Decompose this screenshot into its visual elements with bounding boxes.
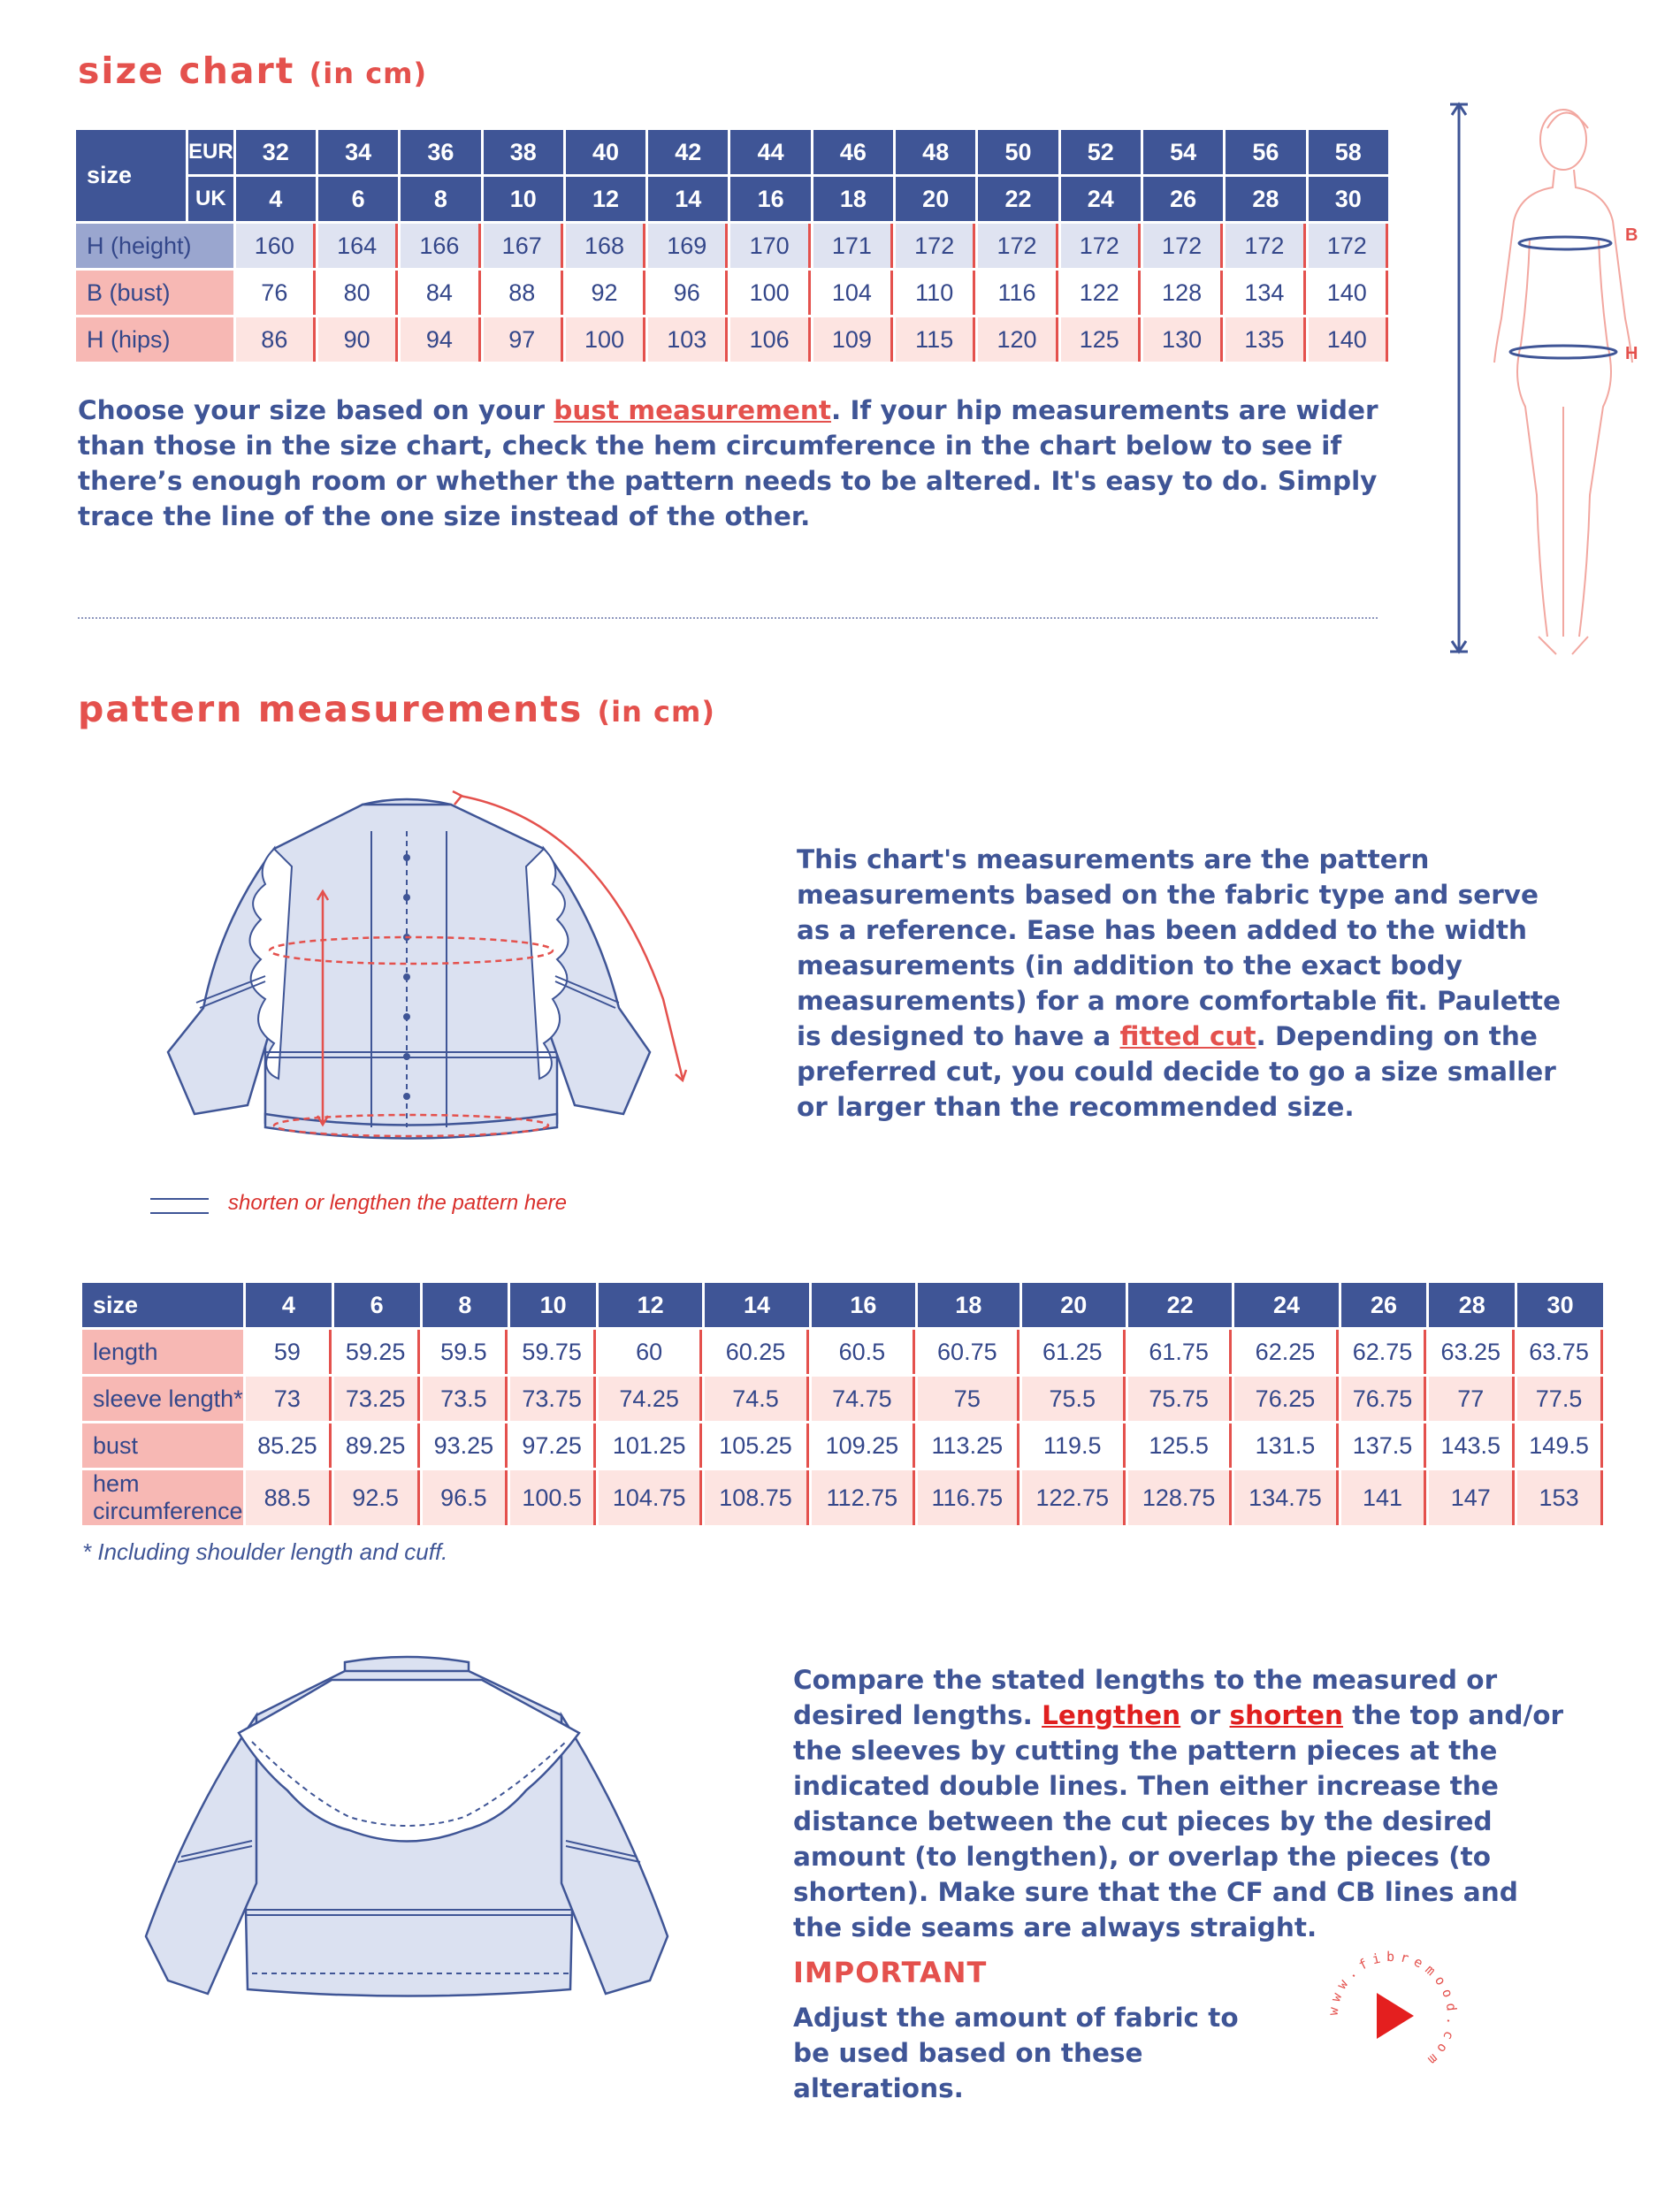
size-chart-cell: 100	[730, 271, 810, 315]
size-chart-cell: 94	[401, 317, 480, 362]
pattern-row	[82, 1377, 1603, 1421]
pattern-cell: 153	[1517, 1470, 1603, 1525]
pattern-cell: 75.5	[1022, 1377, 1126, 1421]
pattern-size-cell: 8	[423, 1283, 508, 1327]
divider	[78, 617, 1378, 619]
size-chart-uk-cell: 22	[978, 177, 1058, 221]
pattern-cell: 100.5	[510, 1470, 596, 1525]
bust-measure-line	[1519, 237, 1611, 249]
size-chart-cell: 171	[813, 224, 893, 268]
size-chart-title-text: size chart	[78, 50, 295, 92]
pattern-description	[797, 842, 1566, 1125]
pattern-cell: 88.5	[246, 1470, 332, 1525]
logo-ring-text: www.fibremood.com	[1325, 1948, 1461, 2072]
pattern-cell: 60.75	[918, 1330, 1019, 1374]
important-text: Adjust the amount of fabric to be used based on these alterations.	[793, 2003, 1239, 2103]
size-chart-cell: 172	[1226, 224, 1305, 268]
size-chart-eur-cell: 34	[318, 130, 398, 174]
size-chart-cell: 103	[648, 317, 728, 362]
size-chart-cell: 125	[1061, 317, 1141, 362]
pattern-cell: 62.75	[1341, 1330, 1427, 1374]
fibremood-logo[interactable]	[1322, 1945, 1463, 2087]
size-chart-cell: 170	[730, 224, 810, 268]
size-chart-cell: 106	[730, 317, 810, 362]
size-chart-uk-cell: 28	[1226, 177, 1305, 221]
pattern-cell: 75	[918, 1377, 1019, 1421]
pattern-measurements-table	[80, 1280, 1606, 1528]
pattern-cell: 73.5	[423, 1377, 508, 1421]
size-chart-uk-cell: 24	[1061, 177, 1141, 221]
size-chart-unit: (in cm)	[309, 57, 428, 90]
pattern-cell: 85.25	[246, 1423, 332, 1468]
pattern-cell: 59.75	[510, 1330, 596, 1374]
pattern-size-cell: 28	[1429, 1283, 1515, 1327]
pattern-header-row	[82, 1283, 1603, 1327]
pattern-cell: 61.75	[1128, 1330, 1232, 1374]
pattern-cell: 149.5	[1517, 1423, 1603, 1468]
size-chart-cell: 166	[401, 224, 480, 268]
pattern-cell: 92.5	[334, 1470, 420, 1525]
pattern-row-label: length	[82, 1330, 243, 1374]
pattern-cell: 63.25	[1429, 1330, 1515, 1374]
size-chart-cell: 76	[236, 271, 316, 315]
size-chart-uk-cell: 20	[896, 177, 975, 221]
pattern-title	[78, 688, 715, 730]
size-chart-eur-cell: 40	[566, 130, 645, 174]
pattern-cell: 112.75	[812, 1470, 915, 1525]
pattern-cell: 60.25	[705, 1330, 808, 1374]
size-chart-eur-cell: 44	[730, 130, 810, 174]
hip-measure-line	[1510, 346, 1616, 358]
size-chart-table	[73, 127, 1391, 364]
size-chart-uk-label: UK	[188, 177, 233, 221]
size-chart-cell: 172	[896, 224, 975, 268]
pattern-size-cell: 12	[599, 1283, 702, 1327]
body-figure-illustration	[1415, 88, 1645, 663]
size-chart-eur-cell: 52	[1061, 130, 1141, 174]
label-h: H	[1625, 344, 1638, 363]
pattern-cell: 105.25	[705, 1423, 808, 1468]
size-chart-cell: 80	[318, 271, 398, 315]
size-chart-cell: 97	[484, 317, 563, 362]
pattern-cell: 131.5	[1234, 1423, 1338, 1468]
size-chart-uk-cell: 6	[318, 177, 398, 221]
pattern-cell: 125.5	[1128, 1423, 1232, 1468]
pattern-cell: 128.75	[1128, 1470, 1232, 1525]
pattern-cell: 76.25	[1234, 1377, 1338, 1421]
size-chart-uk-cell: 12	[566, 177, 645, 221]
pattern-cell: 62.25	[1234, 1330, 1338, 1374]
pattern-row-label: bust	[82, 1423, 243, 1468]
size-chart-cell: 115	[896, 317, 975, 362]
legend-text: shorten or lengthen the pattern here	[228, 1191, 567, 1215]
pattern-unit: (in cm)	[597, 695, 715, 729]
size-chart-uk-cell: 4	[236, 177, 316, 221]
size-chart-eur-cell: 56	[1226, 130, 1305, 174]
pattern-cell: 108.75	[705, 1470, 808, 1525]
pattern-cell: 97.25	[510, 1423, 596, 1468]
size-chart-cell: 172	[1309, 224, 1388, 268]
pattern-cell: 74.75	[812, 1377, 915, 1421]
pattern-cell: 59	[246, 1330, 332, 1374]
pattern-description-text: This chart's measurements are the pattern measurements based on the fabric type and serve as a reference. Ease has been added to the width measurements (in addition to the exact body measurements) for a more comfortable fit. Paulette is designed to have a	[797, 844, 1562, 1051]
size-chart-title	[78, 50, 427, 92]
pattern-row	[82, 1423, 1603, 1468]
pattern-cell: 60	[599, 1330, 702, 1374]
size-chart-cell: 134	[1226, 271, 1305, 315]
alterations-text-b: or	[1180, 1700, 1230, 1730]
size-chart-size-label: size	[76, 130, 186, 221]
size-chart-eur-cell: 38	[484, 130, 563, 174]
size-chart-eur-cell: 46	[813, 130, 893, 174]
pattern-cell: 122.75	[1022, 1470, 1126, 1525]
pattern-cell: 73	[246, 1377, 332, 1421]
pattern-title-text: pattern measurements	[78, 688, 584, 730]
size-chart-cell: 122	[1061, 271, 1141, 315]
size-chart-eur-cell: 58	[1309, 130, 1388, 174]
size-chart-eur-cell: 50	[978, 130, 1058, 174]
pattern-size-cell: 30	[1517, 1283, 1603, 1327]
size-chart-eur-cell: 48	[896, 130, 975, 174]
size-chart-uk-cell: 30	[1309, 177, 1388, 221]
size-chart-cell: 160	[236, 224, 316, 268]
size-chart-row-label: B (bust)	[76, 271, 233, 315]
important-heading: IMPORTANT	[793, 1956, 988, 1989]
size-chart-uk-cell: 14	[648, 177, 728, 221]
size-chart-cell: 120	[978, 317, 1058, 362]
pattern-cell: 96.5	[423, 1470, 508, 1525]
pattern-cell: 76.75	[1341, 1377, 1427, 1421]
legend-double-line	[150, 1198, 209, 1214]
pattern-cell: 75.75	[1128, 1377, 1232, 1421]
blouse-front-illustration	[141, 787, 707, 1149]
pattern-cell: 74.25	[599, 1377, 702, 1421]
pattern-cell: 101.25	[599, 1423, 702, 1468]
pattern-cell: 77	[1429, 1377, 1515, 1421]
pattern-cell: 63.75	[1517, 1330, 1603, 1374]
blouse-back-illustration	[128, 1645, 712, 2016]
pattern-cell: 137.5	[1341, 1423, 1427, 1468]
size-chart-row-label: H (hips)	[76, 317, 233, 362]
pattern-row-label: hem circumference	[82, 1470, 243, 1525]
pattern-cell: 134.75	[1234, 1470, 1338, 1525]
size-chart-eur-cell: 42	[648, 130, 728, 174]
pattern-size-cell: 26	[1341, 1283, 1427, 1327]
pattern-cell: 104.75	[599, 1470, 702, 1525]
pattern-size-cell: 20	[1022, 1283, 1126, 1327]
pattern-row	[82, 1330, 1603, 1374]
shorten-link[interactable]: shorten	[1229, 1700, 1344, 1730]
pattern-cell: 73.25	[334, 1377, 420, 1421]
size-chart-cell: 140	[1309, 271, 1388, 315]
size-chart-uk-cell: 10	[484, 177, 563, 221]
size-chart-cell: 130	[1143, 317, 1223, 362]
size-chart-eur-row	[76, 130, 1388, 174]
pattern-size-cell: 24	[1234, 1283, 1338, 1327]
size-chart-cell: 140	[1309, 317, 1388, 362]
size-chart-cell: 88	[484, 271, 563, 315]
size-chart-cell: 109	[813, 317, 893, 362]
size-chart-cell: 86	[236, 317, 316, 362]
pattern-cell: 116.75	[918, 1470, 1019, 1525]
size-note-text-rest: . If your hip measurements are wider than those in the size chart, check the hem circumference in the chart below to see if there’s enough room or whether the pattern needs to be altered. It's easy to do. Simply trace the line of the one size instead of the other.	[78, 395, 1378, 531]
size-chart-uk-cell: 16	[730, 177, 810, 221]
bust-measurement-link[interactable]: bust measurement	[554, 395, 831, 425]
size-chart-cell: 172	[1143, 224, 1223, 268]
size-chart-row	[76, 224, 1388, 268]
size-chart-uk-cell: 18	[813, 177, 893, 221]
pattern-row	[82, 1470, 1603, 1525]
size-chart-cell: 96	[648, 271, 728, 315]
size-chart-cell: 100	[566, 317, 645, 362]
pattern-size-cell: 14	[705, 1283, 808, 1327]
pattern-size-cell: 4	[246, 1283, 332, 1327]
size-chart-cell: 92	[566, 271, 645, 315]
size-chart-cell: 84	[401, 271, 480, 315]
pattern-cell: 60.5	[812, 1330, 915, 1374]
pattern-size-cell: 18	[918, 1283, 1019, 1327]
pattern-size-cell: 10	[510, 1283, 596, 1327]
size-chart-cell: 128	[1143, 271, 1223, 315]
pattern-cell: 93.25	[423, 1423, 508, 1468]
size-chart-eur-label: EUR	[188, 130, 233, 174]
pattern-cell: 73.75	[510, 1377, 596, 1421]
label-b: B	[1625, 225, 1638, 245]
pattern-cell: 147	[1429, 1470, 1515, 1525]
size-chart-eur-cell: 54	[1143, 130, 1223, 174]
alterations-text-a: Compare the stated lengths to the measured or desired lengths.	[793, 1665, 1498, 1730]
size-chart-row	[76, 317, 1388, 362]
size-chart-row-label: H (height)	[76, 224, 233, 268]
pattern-cell: 143.5	[1429, 1423, 1515, 1468]
size-chart-uk-cell: 8	[401, 177, 480, 221]
size-chart-cell: 172	[978, 224, 1058, 268]
size-chart-cell: 172	[1061, 224, 1141, 268]
size-note	[78, 393, 1386, 534]
pattern-cell: 77.5	[1517, 1377, 1603, 1421]
lengthen-link[interactable]: Lengthen	[1042, 1700, 1181, 1730]
pattern-cell: 89.25	[334, 1423, 420, 1468]
pattern-cell: 119.5	[1022, 1423, 1126, 1468]
size-chart-row	[76, 271, 1388, 315]
size-chart-eur-cell: 36	[401, 130, 480, 174]
pattern-cell: 113.25	[918, 1423, 1019, 1468]
pattern-cell: 59.25	[334, 1330, 420, 1374]
pattern-cell: 74.5	[705, 1377, 808, 1421]
size-note-text: Choose your size based on your	[78, 395, 554, 425]
size-chart-cell: 116	[978, 271, 1058, 315]
size-chart-cell: 135	[1226, 317, 1305, 362]
alterations-text-c: the top and/or the sleeves by cutting the pattern pieces at the indicated double lines. Then either increase the distance between the cut pieces by the desired amount (to lengthen), or overlap the pieces (to shorten). Make sure that the CF and CB lines and the side seams are always straight.	[793, 1700, 1564, 1942]
size-chart-uk-row	[76, 177, 1388, 221]
fitted-cut-link[interactable]: fitted cut	[1119, 1021, 1256, 1051]
pattern-cell: 141	[1341, 1470, 1427, 1525]
pattern-size-label: size	[82, 1283, 243, 1327]
pattern-size-cell: 6	[334, 1283, 420, 1327]
size-chart-cell: 110	[896, 271, 975, 315]
pattern-description-text-rest: . Depending on the preferred cut, you could decide to go a size smaller or larger than the recommended size.	[797, 1021, 1556, 1122]
size-chart-cell: 167	[484, 224, 563, 268]
pattern-cell: 59.5	[423, 1330, 508, 1374]
pattern-cell: 61.25	[1022, 1330, 1126, 1374]
pattern-row-label: sleeve length*	[82, 1377, 243, 1421]
size-chart-cell: 164	[318, 224, 398, 268]
alterations-text	[793, 1662, 1564, 1945]
size-chart-cell: 169	[648, 224, 728, 268]
pattern-cell: 109.25	[812, 1423, 915, 1468]
size-chart-eur-cell: 32	[236, 130, 316, 174]
pattern-size-cell: 22	[1128, 1283, 1232, 1327]
size-chart-cell: 168	[566, 224, 645, 268]
size-chart-cell: 90	[318, 317, 398, 362]
footnote: * Including shoulder length and cuff.	[82, 1538, 448, 1565]
size-chart-cell: 104	[813, 271, 893, 315]
pattern-size-cell: 16	[812, 1283, 915, 1327]
play-icon	[1377, 1993, 1414, 2039]
size-chart-uk-cell: 26	[1143, 177, 1223, 221]
